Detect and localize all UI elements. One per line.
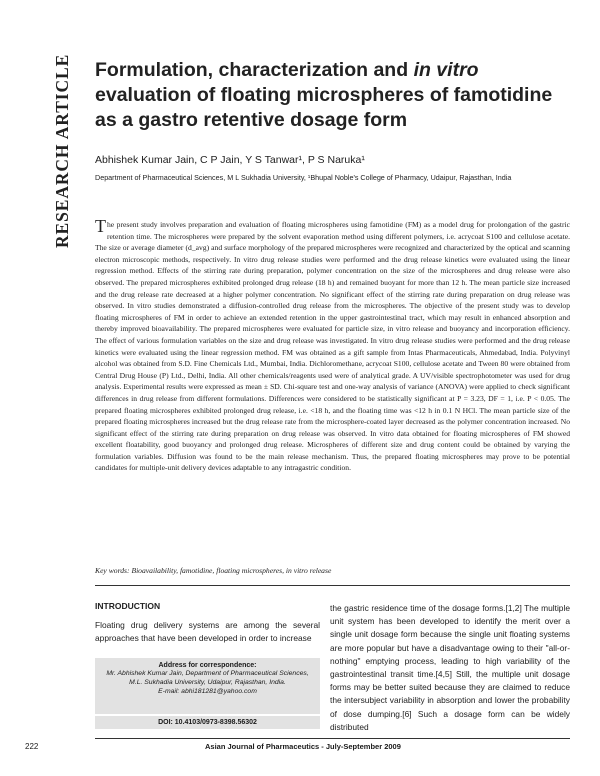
- correspondence-box: [95, 658, 320, 714]
- page-number: 222: [25, 742, 39, 751]
- intro-heading: INTRODUCTION: [95, 601, 161, 611]
- affiliation: Department of Pharmaceutical Sciences, M L Sukhadia University, ¹Bhupal Noble's College of Pharmacy, Udaipur, Rajasthan, India: [95, 173, 512, 182]
- intro-column-2: the gastric residence time of the dosage forms.[1,2] The multiple unit system has been developed to identify the merit over a single unit dosage form because the single unit floating systems are more popular but have a disadvantage owing to their "all-or-nothing" emptying process, leading to high variability of the gastrointestinal transit time.[4,5] Still, the multiple unit dosage forms may be better suited because they are claimed to reduce the intersubject variability in absorption and lower the probability of dose dumping.[6] Such a dosage form can be widely distributed: [330, 603, 570, 732]
- abstract-text: he present study involves preparation and evaluation of floating microspheres using famotidine (FM) as a model drug for prolongation of the gastric retention time. The microspheres were prepared by the solvent evaporation method using different polymers, i.e. acrycoat S100 and cellulose acetate. The size or average diameter (d_avg) and surface morphology of the prepared microspheres were recognized and characterized by the optical and scanning electron microscopic methods, respectively. In vitro drug release studies were performed and the drug release kinetics were evaluated using the linear regression method. Effects of the stirring rate during preparation, polymer concentration on the size of the microspheres and drug release were also observed. The prepared microspheres exhibited prolonged drug release (18 h) and remained buoyant for more than 12 h. The mean particle size increased and the drug release rate decreased at a higher polymer concentration. No significant effect of the stirring rate during preparation on drug release was observed. In vitro studies demonstrated a diffusion-controlled drug release from the microspheres. The objective of the present study was to develop floating microspheres of FM in order to achieve an extended retention in the upper gastrointestinal tract, which may result in enhanced absorption and thereby improved bioavailability. The prepared microspheres were evaluated for particle size, in vitro release and buoyancy and incorporation efficiency. The effect of various formulation variables on the size and drug release was investigated. In vitro drug release studies were performed and the drug release kinetics were evaluated using the linear regression method. FM was obtained as a gift sample from Intas Pharmaceuticals, Ahmedabad, India. Polyvinyl alcohol was obtained from S.D. Fine Chemicals Ltd., Mumbai, India. Dichloromethane, acrycoat S100, cellulose acetate and Tween 80 were obtained from Central Drug House (P) Ltd., Delhi, India. All other chemicals/reagents used were of analytical grade. A UV/visible spectrophotometer was used for drug analysis. Experimental results were expressed as mean ± SD. Chi-square test and one-way analysis of variance (ANOVA) were applied to check significant differences in drug release from different formulations. Differences were considered to be statistically significant at P = 3.23, DF = 1, i.e. P < 0.05. The prepared floating microspheres exhibited prolonged drug release, i.e. <18 h, and the floating time was <12 h in 0.1 N HCl. The mean particle size of the prepared floating microspheres increased but the drug release rate from the microsphere-coated layer decreased as the polymer concentration increased. No significant effect of the stirring rate during preparation on drug release was observed. In vitro data obtained for floating microspheres of FM showed excellent floatability, good buoyancy and prolonged drug release. Microspheres of different size and drug content could be obtained by varying the formulation variables. Diffusion was found to be the main release mechanism. Thus, the prepared floating microspheres may prove to be potential candidates for multiple-unit delivery devices adaptable to any intragastric condition.: [95, 220, 570, 473]
- title-part-1: Formulation, characterization and: [95, 59, 414, 81]
- abstract: [95, 216, 570, 474]
- title-part-3: evaluation of floating microspheres of famotidine as a gastro retentive dosage form: [95, 84, 553, 131]
- article-type-label: RESEARCH ARTICLE: [52, 53, 72, 248]
- author-list: Abhishek Kumar Jain, C P Jain, Y S Tanwar¹, P S Naruka¹: [95, 154, 365, 166]
- correspondence-line-1: Mr. Abhishek Kumar Jain, Department of Pharmaceutical Sciences,: [106, 670, 309, 677]
- keywords-text: Bioavailability, famotidine, floating microspheres, in vitro release: [131, 566, 332, 575]
- abstract-dropcap: T: [95, 216, 106, 236]
- keywords: [95, 566, 570, 575]
- doi-box[interactable]: DOI: 10.4103/0973-8398.56302: [95, 716, 320, 729]
- footer-divider: [95, 738, 570, 739]
- article-title: [95, 58, 565, 133]
- correspondence-heading: Address for correspondence:: [158, 662, 257, 669]
- correspondence-email[interactable]: E-mail: abhi18128​1@yahoo.com: [158, 688, 257, 695]
- correspondence-line-2: M.L. Sukhadia University, Udaipur, Rajasthan, India.: [129, 679, 286, 686]
- keywords-label: Key words:: [95, 566, 130, 575]
- title-part-italic: in vitro: [413, 59, 479, 81]
- intro-column-1: Floating drug delivery systems are among the several approaches that have been developed in order to increase: [95, 620, 320, 643]
- section-divider: [95, 585, 570, 586]
- journal-footer: Asian Journal of Pharmaceutics - July-September 2009: [205, 742, 401, 751]
